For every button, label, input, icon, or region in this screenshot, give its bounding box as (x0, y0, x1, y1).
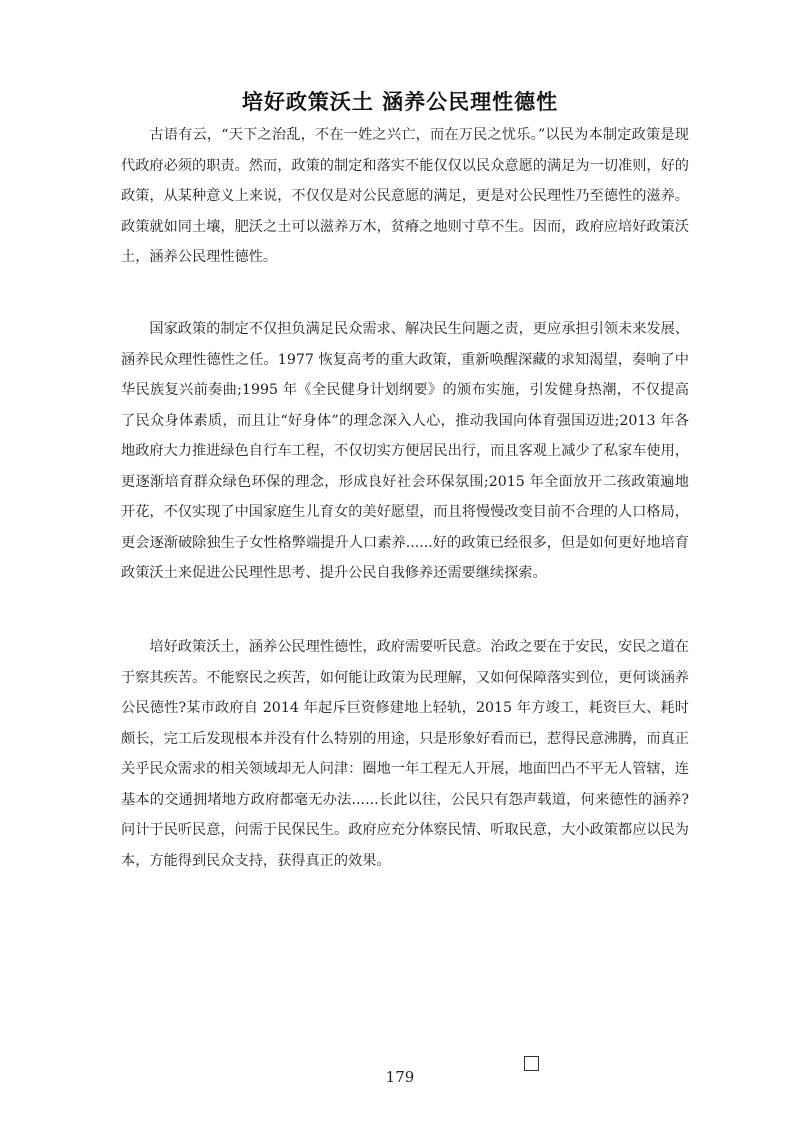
page-number: 179 (385, 1068, 415, 1086)
paragraph-intro: 古语有云，“天下之治乱，不在一姓之兴亡，而在万民之忧乐。”以民为本制定政策是现代政府必须的职责。然而，政策的制定和落实不能仅仅以民众意愿的满足为一切准则，好的政策，从某种意义上来说，不仅仅是对公民意愿的满足，更是对公民理性乃至德性的滋养。政策就如同土壤，肥沃之土可以滋养万木，贫瘠之地则寸草不生。因而，政府应培好政策沃土，涵养公民理性德性。 (121, 127, 689, 265)
paragraph-listen-to-public: 培好政策沃土，涵养公民理性德性，政府需要听民意。治政之要在于安民，安民之道在于察其疾苦。不能察民之疾苦，如何能让政策为民理解，又如何保障落实到位，更何谈涵养公民德性?某市政府自 2014 年起斥巨资修建地上轻轨，2015 年方竣工，耗资巨大、耗时颇长，完工后发现根本并没有什么特别的用途，只是形象好看而已，惹得民意沸腾，而真正关乎民众需求的相关领域却无人问津：圈地一年工程无人开展，地面凹凸不平无人管辖，连基本的交通拥堵地方政府都毫无办法......长此以往，公民只有怨声载道，何来德性的涵养?问计于民听民意，问需于民保民生。政府应充分体察民情、听取民意，大小政策都应以民为本，方能得到民众支持，获得真正的效果。 (121, 639, 689, 869)
paragraph-policy-examples: 国家政策的制定不仅担负满足民众需求、解决民生问题之责，更应承担引领未来发展、涵养民众理性德性之任。1977 恢复高考的重大政策，重新唤醒深藏的求知渴望，奏响了中华民族复兴前奏曲;1995 年《全民健身计划纲要》的颁布实施，引发健身热潮，不仅提高了民众身体素质，而且让“好身体”的理念深入人心，推动我国向体育强国迈进;2013 年各地政府大力推进绿色自行车工程，不仅切实方便居民出行，而且客观上减少了私家车使用，更逐渐培育群众绿色环保的理念，形成良好社会环保氛围;2015 年全面放开二孩政策遍地开花，不仅实现了中国家庭生儿育女的美好愿望，而且将慢慢改变目前不合理的人口格局，更会逐渐破除独生子女性格弊端提升人口素养......好的政策已经很多，但是如何更好地培育政策沃土来促进公民理性思考、提升公民自我修养还需要继续探索。 (121, 321, 689, 581)
checkbox-square-icon (524, 1056, 539, 1071)
page-title: 培好政策沃土 涵养公民理性德性 (241, 90, 559, 115)
